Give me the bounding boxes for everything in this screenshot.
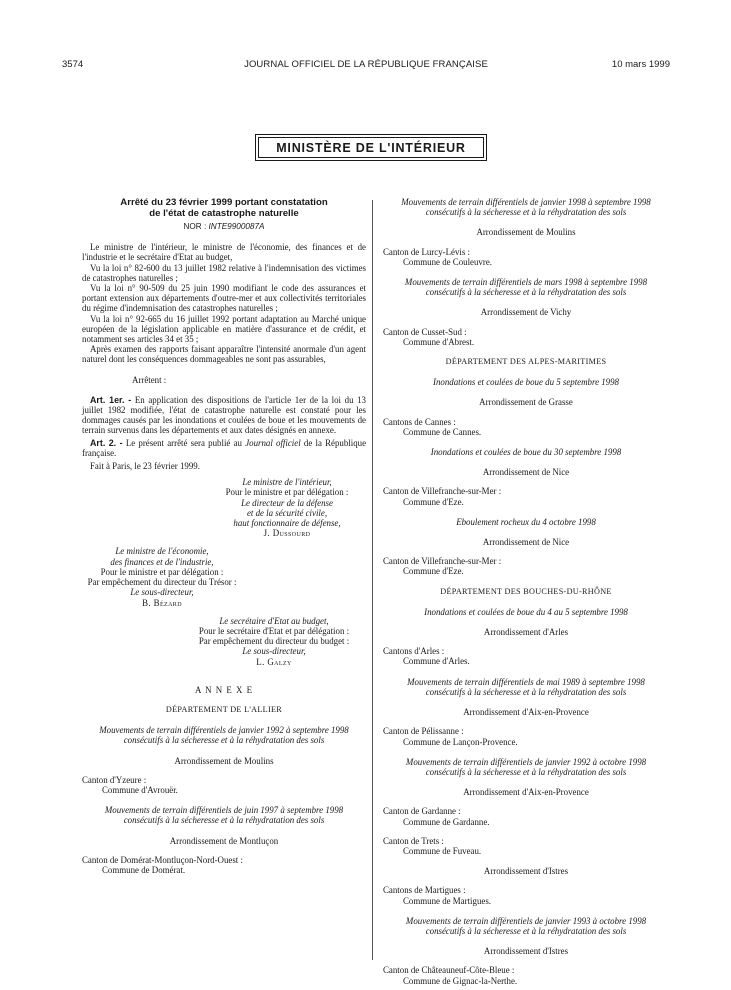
sig2-role-b: des finances et de l'industrie, xyxy=(110,556,214,567)
event-description: Inondations et coulées de boue du 4 au 5 septembre 1998 xyxy=(424,606,628,617)
commune-label: Commune de Gardanne. xyxy=(403,816,490,827)
department-heading: DÉPARTEMENT DES BOUCHES-DU-RHÔNE xyxy=(440,586,612,596)
event-description: Inondations et coulées de boue du 30 septembre 1998 xyxy=(430,447,622,458)
canton-label: Canton de Domérat-Montluçon-Nord-Ouest : xyxy=(82,854,243,865)
arrondissement-heading: Arrondissement d'Istres xyxy=(483,946,569,957)
ministry-title: MINISTÈRE DE L'INTÉRIEUR xyxy=(258,137,484,158)
sig1-title-b: et de la sécurité civile, xyxy=(246,507,328,518)
event-description: Mouvements de terrain différentiels de janvier 1993 à octobre 1998 consécutifs à la sécheresse et à la réhydratation des sols xyxy=(405,915,647,936)
commune-label: Commune de Fuveau. xyxy=(403,845,482,856)
sig1-title-a: Le directeur de la défense xyxy=(241,497,333,508)
fait-a-paris: Fait à Paris, le 23 février 1999. xyxy=(90,461,200,472)
sig3-delegation: Pour le secrétaire d'Etat et par délégation : xyxy=(198,625,350,636)
commune-label: Commune de Martigues. xyxy=(403,895,491,906)
sig2-empechement: Par empêchement du directeur du Trésor : xyxy=(87,577,237,588)
annexe-title: A N N E X E xyxy=(194,684,254,695)
event-description: Mouvements de terrain différentiels de janvier 1998 à septembre 1998 consécutifs à la sécheresse et à la réhydratation des sols xyxy=(401,197,651,218)
arrondissement-heading: Arrondissement d'Aix-en-Provence xyxy=(463,707,589,718)
event-description: Inondations et coulées de boue du 5 septembre 1998 xyxy=(432,377,619,388)
nor-label: NOR : xyxy=(183,222,207,231)
article-1 xyxy=(82,395,366,436)
canton-label: Canton de Gardanne : xyxy=(383,806,461,817)
event-description: Mouvements de terrain différentiels de mai 1989 à septembre 1998 consécutifs à la sécheresse et à la réhydratation des sols xyxy=(407,676,645,697)
article-2-label: Art. 2. - xyxy=(90,437,123,448)
sig1-delegation: Pour le ministre et par délégation : xyxy=(225,487,349,498)
sig2-name: B. Bézard xyxy=(142,597,182,608)
canton-label: Canton de Lurcy-Lévis : xyxy=(383,246,470,257)
signature-budget xyxy=(182,616,366,667)
sig3-role: Le secrétaire d'Etat au budget, xyxy=(219,615,329,626)
page-header xyxy=(62,59,670,73)
issue-date: 10 mars 1999 xyxy=(611,59,670,70)
arretent-label: Arrêtent : xyxy=(132,374,167,385)
article-1-text: En application des dispositions de l'article 1er de la loi du 13 juillet 1982 modifiée, l'état de catastrophe naturelle est constaté pour les dommages causés par les inondations et coulées de boue et les mouvements de terrain survenus dans les départements et aux dates désignés en annexe. xyxy=(82,394,366,436)
commune-label: Commune d'Eze. xyxy=(403,566,464,577)
arrondissement-heading: Arrondissement de Grasse xyxy=(479,397,573,408)
event-description: Eboulement rocheux du 4 octobre 1998 xyxy=(456,516,596,527)
sig3-name: L. Galzy xyxy=(256,656,292,667)
canton-label: Canton d'Yzeure : xyxy=(82,774,147,785)
canton-label: Canton de Châteauneuf-Côte-Bleue : xyxy=(383,965,515,976)
article-1-label: Art. 1er. - xyxy=(90,394,132,405)
left-column xyxy=(82,197,366,875)
event-description: Mouvements de terrain différentiels de juin 1997 à septembre 1998 consécutifs à la sécheresse et à la réhydratation des sols xyxy=(104,805,344,826)
sig3-title: Le sous-directeur, xyxy=(242,646,306,657)
preamble-loi-1992: Vu la loi n° 92-665 du 16 juillet 1992 portant adaptation au Marché unique européen de la législation applicable en matière d'assurance et de crédit, et notamment ses articles 34 et 35 ; xyxy=(82,313,366,345)
canton-label: Canton de Trets : xyxy=(383,835,444,846)
nor-code: INTE9900087A xyxy=(208,222,265,231)
department-heading: DÉPARTEMENT DE L'ALLIER xyxy=(165,704,283,714)
arrondissement-heading: Arrondissement de Nice xyxy=(482,467,570,478)
column-divider xyxy=(372,200,373,960)
sig1-title-c: haut fonctionnaire de défense, xyxy=(233,518,341,529)
commune-label: Commune de Gignac-la-Nerthe. xyxy=(403,975,518,986)
arrondissement-heading: Arrondissement de Moulins xyxy=(174,755,274,766)
signature-interieur xyxy=(210,477,364,538)
arrete-title-line2: de l'état de catastrophe naturelle xyxy=(149,208,299,219)
canton-label: Canton de Villefranche-sur-Mer : xyxy=(383,556,502,567)
page-number: 3574 xyxy=(62,59,84,70)
arrete-title-line1: Arrêté du 23 février 1999 portant constatation xyxy=(120,197,328,208)
annexe-left-list xyxy=(82,705,366,875)
event-description: Mouvements de terrain différentiels de mars 1998 à septembre 1998 consécutifs à la sécheresse et à la réhydratation des sols xyxy=(404,277,648,298)
preamble-ministers: Le ministre de l'intérieur, le ministre de l'économie, des finances et de l'industrie et le secrétaire d'Etat au budget, xyxy=(82,242,366,263)
annexe-right-list xyxy=(383,197,669,986)
journal-title: JOURNAL OFFICIEL DE LA RÉPUBLIQUE FRANÇAISE xyxy=(244,59,488,70)
canton-label: Canton de Cusset-Sud : xyxy=(383,326,467,337)
commune-label: Commune de Lançon-Provence. xyxy=(403,736,518,747)
canton-label: Canton de Villefranche-sur-Mer : xyxy=(383,486,502,497)
arrondissement-heading: Arrondissement de Nice xyxy=(482,537,570,548)
arrondissement-heading: Arrondissement d'Aix-en-Provence xyxy=(463,787,589,798)
commune-label: Commune d'Arles. xyxy=(403,656,470,667)
arrondissement-heading: Arrondissement de Montluçon xyxy=(169,835,279,846)
article-2-text-a: Le présent arrêté sera publié au xyxy=(125,437,242,448)
sig3-empechement: Par empêchement du directeur du budget : xyxy=(198,636,350,647)
nor-reference xyxy=(82,222,366,232)
commune-label: Commune de Cannes. xyxy=(403,426,482,437)
preamble-loi-1982: Vu la loi n° 82-600 du 13 juillet 1982 relative à l'indemnisation des victimes de catastrophes naturelles ; xyxy=(82,262,366,283)
arrondissement-heading: Arrondissement d'Arles xyxy=(483,627,569,638)
commune-label: Commune de Domérat. xyxy=(102,864,186,875)
sig2-delegation: Pour le ministre et par délégation : xyxy=(100,566,224,577)
commune-label: Commune d'Abrest. xyxy=(403,336,475,347)
sig1-name: J. Dussourd xyxy=(263,528,311,539)
preamble-loi-1990: Vu la loi n° 90-509 du 25 juin 1990 modifiant le code des assurances et portant extension aux départements d'outre-mer et aux collectivités territoriales du régime d'indemnisation des catastrophes naturelles ; xyxy=(82,283,366,314)
signature-economie xyxy=(72,546,252,607)
event-description: Mouvements de terrain différentiels de janvier 1992 à septembre 1998 consécutifs à la sécheresse et à la réhydratation des sols xyxy=(99,725,349,746)
event-description: Mouvements de terrain différentiels de janvier 1992 à octobre 1998 consécutifs à la sécheresse et à la réhydratation des sols xyxy=(405,756,647,777)
commune-label: Commune d'Eze. xyxy=(403,496,464,507)
department-heading: DÉPARTEMENT DES ALPES-MARITIMES xyxy=(445,357,607,367)
canton-label: Canton de Pélissanne : xyxy=(383,726,464,737)
article-2-journal: Journal officiel xyxy=(245,437,301,448)
article-2-text-b: de la République française. xyxy=(82,437,367,458)
arrondissement-heading: Arrondissement de Vichy xyxy=(480,307,572,318)
arrete-title xyxy=(82,197,366,219)
sig1-role: Le ministre de l'intérieur, xyxy=(242,477,332,488)
right-column xyxy=(383,197,669,986)
canton-label: Cantons d'Arles : xyxy=(383,646,445,657)
commune-label: Commune de Couleuvre. xyxy=(403,256,492,267)
arrondissement-heading: Arrondissement d'Istres xyxy=(483,866,569,877)
commune-label: Commune d'Avrouër. xyxy=(102,784,178,795)
preamble-examen: Après examen des rapports faisant apparaître l'intensité anormale d'un agent naturel dont les conséquences dommageables ne sont pas assurables, xyxy=(82,344,366,365)
canton-label: Cantons de Martigues : xyxy=(383,885,466,896)
ministry-box xyxy=(255,134,487,161)
article-2 xyxy=(82,438,366,458)
arrondissement-heading: Arrondissement de Moulins xyxy=(476,227,576,238)
canton-label: Cantons de Cannes : xyxy=(383,416,456,427)
sig2-title: Le sous-directeur, xyxy=(130,587,194,598)
sig2-role-a: Le ministre de l'économie, xyxy=(115,546,209,557)
